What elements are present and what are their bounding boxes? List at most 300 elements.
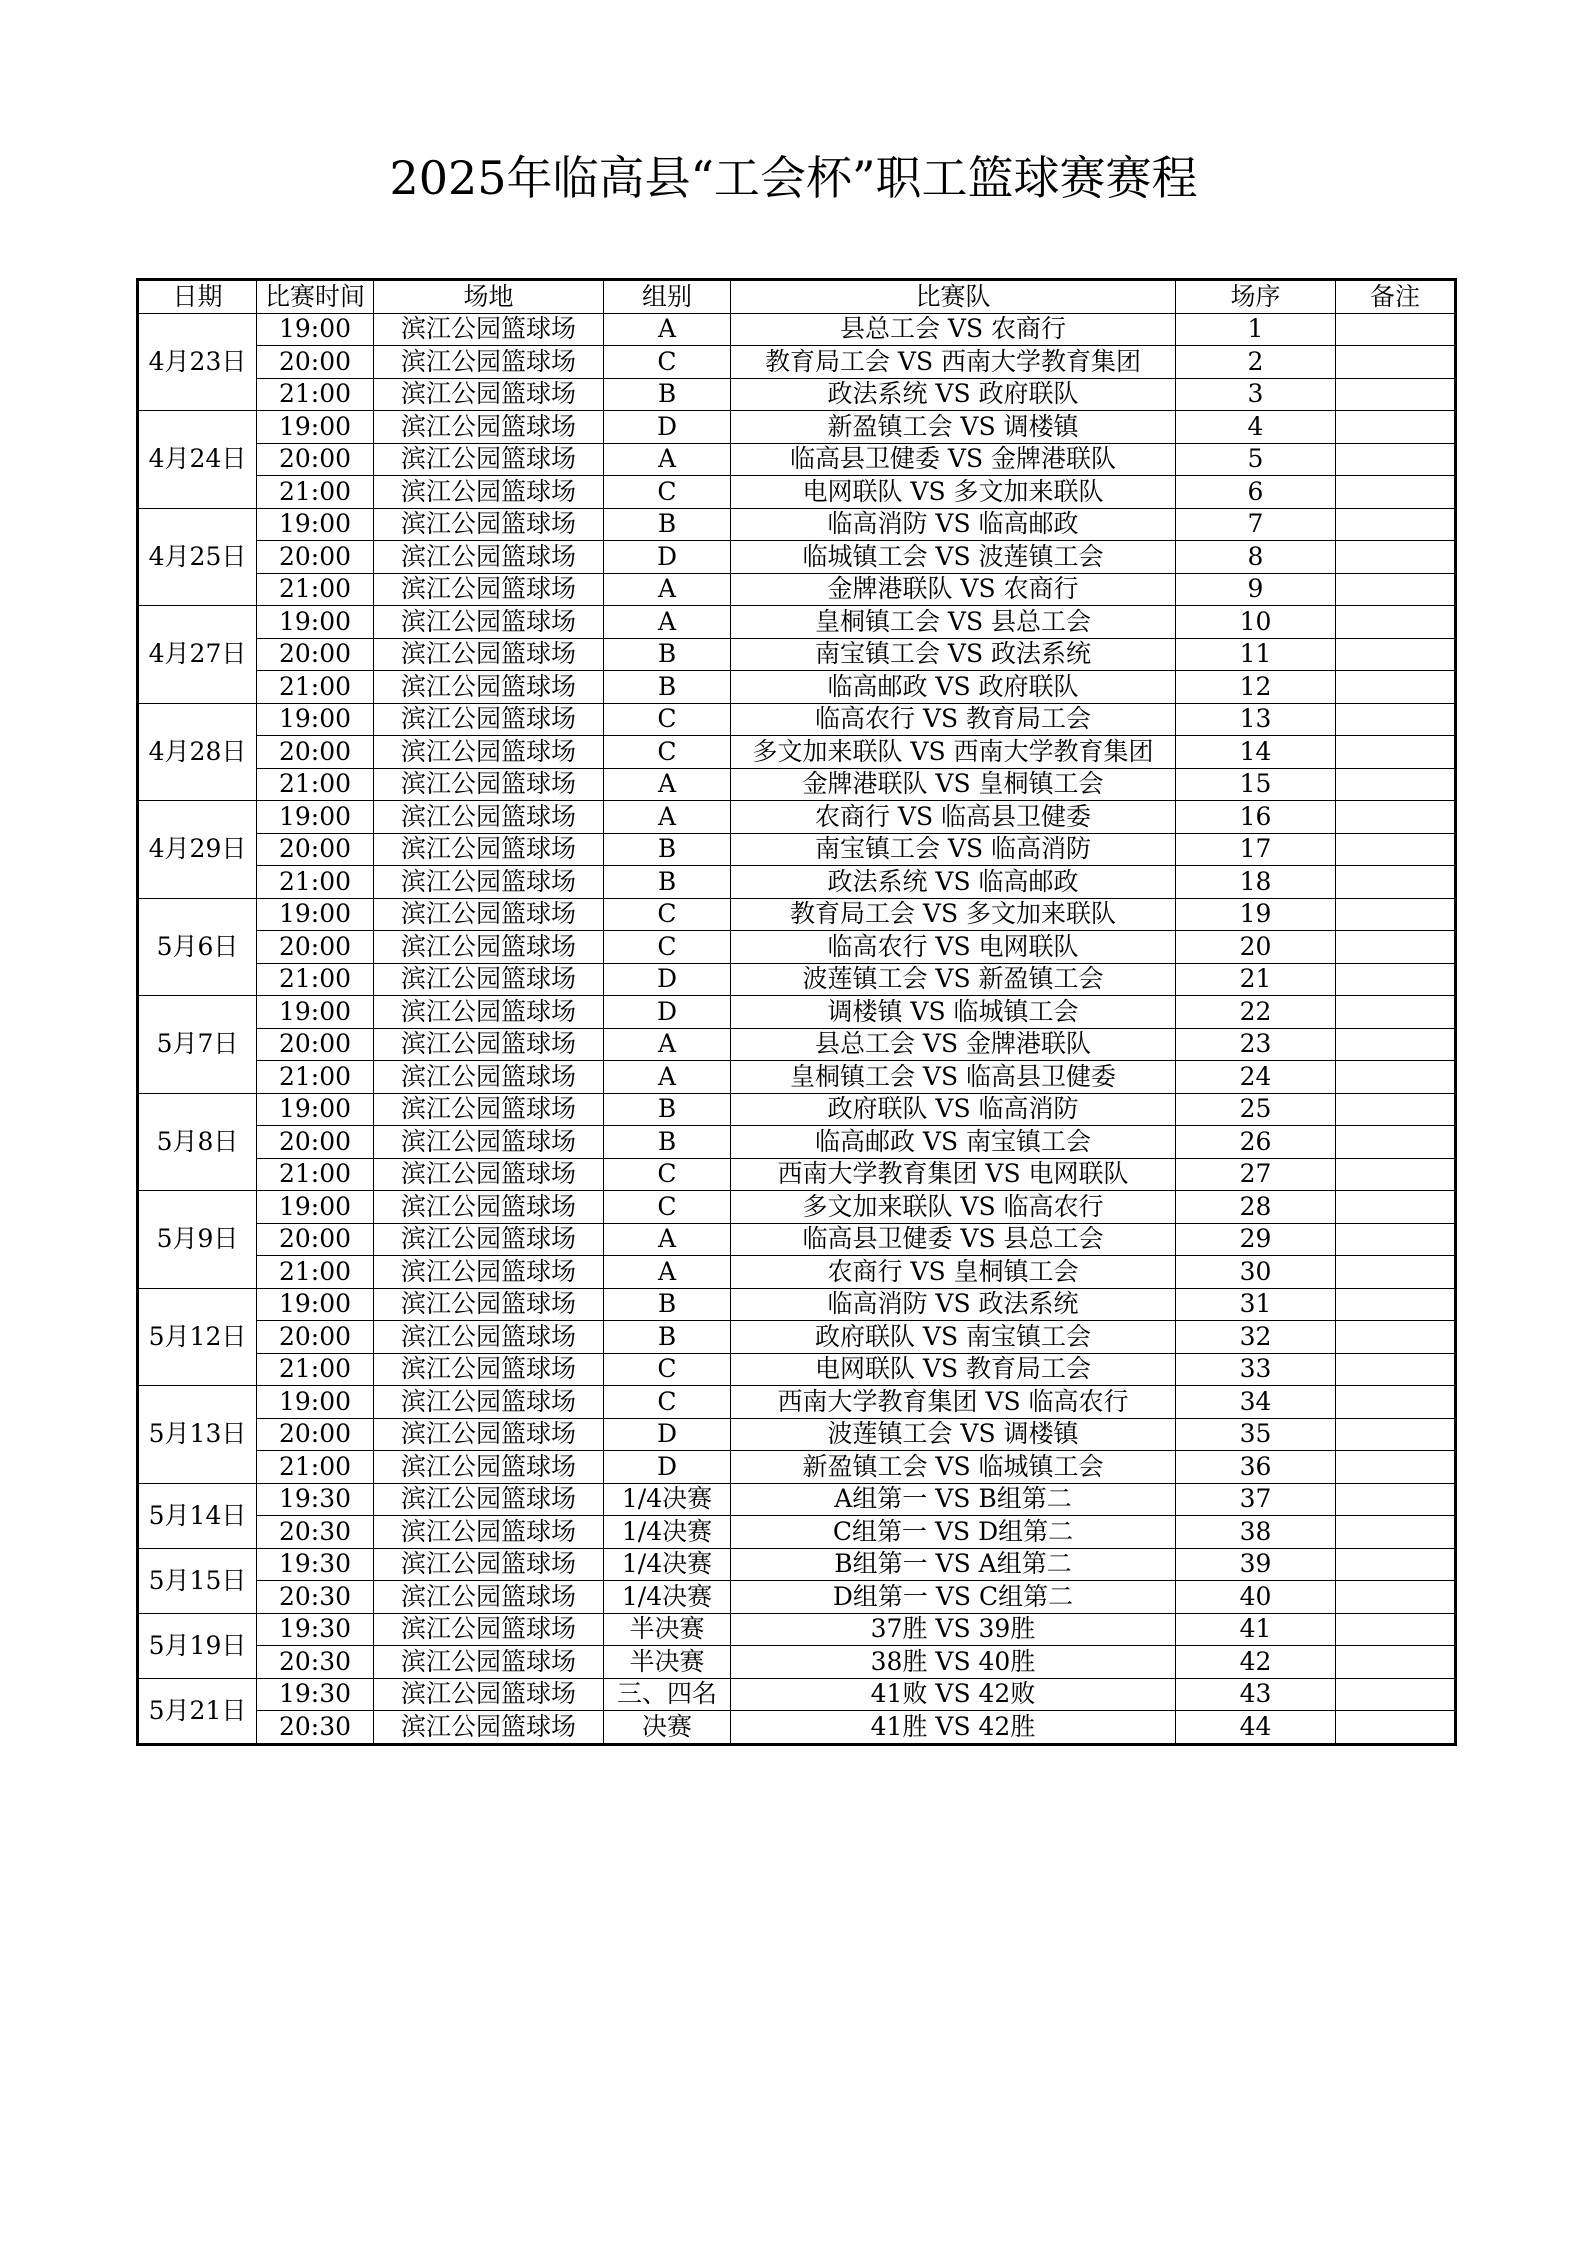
time-cell: 21:00	[257, 1451, 374, 1484]
match-no-cell: 25	[1176, 1093, 1336, 1126]
header-venue: 场地	[374, 280, 604, 314]
table-row	[138, 476, 1456, 509]
venue-cell: 滨江公园篮球场	[374, 1418, 604, 1451]
match-no-cell: 13	[1176, 703, 1336, 736]
match-cell: 农商行 VS 临高县卫健委	[731, 801, 1176, 834]
note-cell	[1336, 1516, 1456, 1549]
time-cell: 20:00	[257, 1126, 374, 1159]
page-title: 2025年临高县“工会杯”职工篮球赛赛程	[389, 151, 1198, 205]
time-cell: 20:00	[257, 346, 374, 379]
match-cell: 政法系统 VS 临高邮政	[731, 866, 1176, 899]
group-cell: C	[604, 931, 731, 964]
match-no-cell: 14	[1176, 736, 1336, 769]
match-cell: 41胜 VS 42胜	[731, 1711, 1176, 1745]
venue-cell: 滨江公园篮球场	[374, 833, 604, 866]
match-no-cell: 19	[1176, 898, 1336, 931]
group-cell: A	[604, 1223, 731, 1256]
match-no-cell: 38	[1176, 1516, 1336, 1549]
group-cell: B	[604, 1321, 731, 1354]
header-notes: 备注	[1336, 280, 1456, 314]
time-cell: 19:30	[257, 1483, 374, 1516]
note-cell	[1336, 1061, 1456, 1094]
group-cell: A	[604, 313, 731, 346]
match-no-cell: 10	[1176, 606, 1336, 639]
venue-cell: 滨江公园篮球场	[374, 1321, 604, 1354]
note-cell	[1336, 963, 1456, 996]
time-cell: 20:00	[257, 1028, 374, 1061]
time-cell: 20:00	[257, 541, 374, 574]
table-row	[138, 346, 1456, 379]
match-no-cell: 11	[1176, 638, 1336, 671]
date-cell: 5月14日	[138, 1483, 257, 1548]
table-row	[138, 768, 1456, 801]
group-cell: C	[604, 1353, 731, 1386]
match-cell: 临高消防 VS 临高邮政	[731, 508, 1176, 541]
table-row	[138, 541, 1456, 574]
venue-cell: 滨江公园篮球场	[374, 1483, 604, 1516]
note-cell	[1336, 1386, 1456, 1419]
match-cell: 37胜 VS 39胜	[731, 1613, 1176, 1646]
note-cell	[1336, 1548, 1456, 1581]
venue-cell: 滨江公园篮球场	[374, 1256, 604, 1289]
match-no-cell: 5	[1176, 443, 1336, 476]
group-cell: A	[604, 1256, 731, 1289]
table-row	[138, 1028, 1456, 1061]
match-cell: 金牌港联队 VS 皇桐镇工会	[731, 768, 1176, 801]
schedule-table	[136, 278, 1457, 1746]
venue-cell: 滨江公园篮球场	[374, 736, 604, 769]
match-no-cell: 4	[1176, 411, 1336, 444]
venue-cell: 滨江公园篮球场	[374, 1126, 604, 1159]
match-cell: 临高农行 VS 电网联队	[731, 931, 1176, 964]
time-cell: 20:00	[257, 1223, 374, 1256]
match-cell: 新盈镇工会 VS 调楼镇	[731, 411, 1176, 444]
note-cell	[1336, 1418, 1456, 1451]
match-no-cell: 26	[1176, 1126, 1336, 1159]
match-cell: 县总工会 VS 农商行	[731, 313, 1176, 346]
venue-cell: 滨江公园篮球场	[374, 1516, 604, 1549]
venue-cell: 滨江公园篮球场	[374, 866, 604, 899]
time-cell: 21:00	[257, 1061, 374, 1094]
group-cell: 决赛	[604, 1711, 731, 1745]
time-cell: 20:30	[257, 1711, 374, 1745]
match-no-cell: 33	[1176, 1353, 1336, 1386]
note-cell	[1336, 1646, 1456, 1679]
match-cell: 南宝镇工会 VS 政法系统	[731, 638, 1176, 671]
header-teams: 比赛队	[731, 280, 1176, 314]
note-cell	[1336, 1613, 1456, 1646]
date-cell: 4月29日	[138, 801, 257, 899]
note-cell	[1336, 866, 1456, 899]
table-row	[138, 801, 1456, 834]
note-cell	[1336, 313, 1456, 346]
match-cell: 皇桐镇工会 VS 县总工会	[731, 606, 1176, 639]
venue-cell: 滨江公园篮球场	[374, 1353, 604, 1386]
date-cell: 5月6日	[138, 898, 257, 996]
match-no-cell: 39	[1176, 1548, 1336, 1581]
time-cell: 19:00	[257, 508, 374, 541]
match-no-cell: 16	[1176, 801, 1336, 834]
table-row	[138, 1483, 1456, 1516]
note-cell	[1336, 573, 1456, 606]
note-cell	[1336, 931, 1456, 964]
match-cell: 教育局工会 VS 西南大学教育集团	[731, 346, 1176, 379]
note-cell	[1336, 1353, 1456, 1386]
note-cell	[1336, 996, 1456, 1029]
group-cell: C	[604, 1386, 731, 1419]
date-cell: 5月7日	[138, 996, 257, 1094]
group-cell: D	[604, 996, 731, 1029]
venue-cell: 滨江公园篮球场	[374, 606, 604, 639]
group-cell: B	[604, 638, 731, 671]
venue-cell: 滨江公园篮球场	[374, 671, 604, 704]
table-row	[138, 606, 1456, 639]
group-cell: 半决赛	[604, 1646, 731, 1679]
note-cell	[1336, 541, 1456, 574]
venue-cell: 滨江公园篮球场	[374, 541, 604, 574]
date-cell: 5月12日	[138, 1288, 257, 1386]
note-cell	[1336, 671, 1456, 704]
match-cell: 新盈镇工会 VS 临城镇工会	[731, 1451, 1176, 1484]
match-cell: 临高邮政 VS 政府联队	[731, 671, 1176, 704]
header-group: 组别	[604, 280, 731, 314]
time-cell: 20:00	[257, 1321, 374, 1354]
venue-cell: 滨江公园篮球场	[374, 378, 604, 411]
match-no-cell: 23	[1176, 1028, 1336, 1061]
table-row	[138, 671, 1456, 704]
time-cell: 19:00	[257, 313, 374, 346]
match-no-cell: 21	[1176, 963, 1336, 996]
table-row	[138, 703, 1456, 736]
header-time: 比赛时间	[257, 280, 374, 314]
match-no-cell: 30	[1176, 1256, 1336, 1289]
table-row	[138, 1646, 1456, 1679]
match-no-cell: 18	[1176, 866, 1336, 899]
venue-cell: 滨江公园篮球场	[374, 1711, 604, 1745]
match-no-cell: 3	[1176, 378, 1336, 411]
group-cell: 1/4决赛	[604, 1483, 731, 1516]
group-cell: C	[604, 898, 731, 931]
match-no-cell: 9	[1176, 573, 1336, 606]
time-cell: 19:00	[257, 1093, 374, 1126]
group-cell: B	[604, 671, 731, 704]
note-cell	[1336, 1223, 1456, 1256]
group-cell: C	[604, 1191, 731, 1224]
match-no-cell: 42	[1176, 1646, 1336, 1679]
venue-cell: 滨江公园篮球场	[374, 898, 604, 931]
note-cell	[1336, 638, 1456, 671]
note-cell	[1336, 801, 1456, 834]
time-cell: 20:00	[257, 833, 374, 866]
schedule-body	[138, 313, 1456, 1744]
match-no-cell: 28	[1176, 1191, 1336, 1224]
venue-cell: 滨江公园篮球场	[374, 703, 604, 736]
match-cell: B组第一 VS A组第二	[731, 1548, 1176, 1581]
table-row	[138, 1353, 1456, 1386]
time-cell: 19:00	[257, 1191, 374, 1224]
table-row	[138, 931, 1456, 964]
group-cell: C	[604, 476, 731, 509]
match-cell: 西南大学教育集团 VS 临高农行	[731, 1386, 1176, 1419]
time-cell: 21:00	[257, 378, 374, 411]
venue-cell: 滨江公园篮球场	[374, 963, 604, 996]
group-cell: 半决赛	[604, 1613, 731, 1646]
time-cell: 19:00	[257, 411, 374, 444]
date-cell: 5月21日	[138, 1678, 257, 1744]
group-cell: B	[604, 378, 731, 411]
note-cell	[1336, 1028, 1456, 1061]
date-cell: 5月9日	[138, 1191, 257, 1289]
match-no-cell: 34	[1176, 1386, 1336, 1419]
group-cell: B	[604, 1126, 731, 1159]
time-cell: 19:00	[257, 801, 374, 834]
date-cell: 4月23日	[138, 313, 257, 411]
table-row	[138, 736, 1456, 769]
group-cell: A	[604, 606, 731, 639]
table-row	[138, 1321, 1456, 1354]
match-no-cell: 2	[1176, 346, 1336, 379]
match-cell: 政府联队 VS 临高消防	[731, 1093, 1176, 1126]
match-cell: 临高农行 VS 教育局工会	[731, 703, 1176, 736]
match-no-cell: 22	[1176, 996, 1336, 1029]
time-cell: 21:00	[257, 963, 374, 996]
match-no-cell: 43	[1176, 1678, 1336, 1711]
table-row	[138, 411, 1456, 444]
venue-cell: 滨江公园篮球场	[374, 573, 604, 606]
table-row	[138, 1678, 1456, 1711]
group-cell: A	[604, 573, 731, 606]
table-row	[138, 963, 1456, 996]
match-cell: 电网联队 VS 多文加来联队	[731, 476, 1176, 509]
note-cell	[1336, 411, 1456, 444]
match-no-cell: 29	[1176, 1223, 1336, 1256]
match-cell: 波莲镇工会 VS 调楼镇	[731, 1418, 1176, 1451]
match-cell: 皇桐镇工会 VS 临高县卫健委	[731, 1061, 1176, 1094]
match-no-cell: 20	[1176, 931, 1336, 964]
date-cell: 4月28日	[138, 703, 257, 801]
note-cell	[1336, 508, 1456, 541]
venue-cell: 滨江公园篮球场	[374, 801, 604, 834]
time-cell: 21:00	[257, 768, 374, 801]
time-cell: 19:00	[257, 1386, 374, 1419]
table-row	[138, 1581, 1456, 1614]
group-cell: A	[604, 1028, 731, 1061]
match-no-cell: 44	[1176, 1711, 1336, 1745]
note-cell	[1336, 606, 1456, 639]
table-row	[138, 1548, 1456, 1581]
time-cell: 21:00	[257, 1158, 374, 1191]
time-cell: 19:00	[257, 703, 374, 736]
match-no-cell: 12	[1176, 671, 1336, 704]
match-cell: 多文加来联队 VS 临高农行	[731, 1191, 1176, 1224]
table-row	[138, 1516, 1456, 1549]
venue-cell: 滨江公园篮球场	[374, 931, 604, 964]
match-cell: 临城镇工会 VS 波莲镇工会	[731, 541, 1176, 574]
venue-cell: 滨江公园篮球场	[374, 346, 604, 379]
group-cell: 1/4决赛	[604, 1548, 731, 1581]
header-date: 日期	[138, 280, 257, 314]
venue-cell: 滨江公园篮球场	[374, 638, 604, 671]
venue-cell: 滨江公园篮球场	[374, 1451, 604, 1484]
note-cell	[1336, 703, 1456, 736]
time-cell: 20:30	[257, 1646, 374, 1679]
group-cell: D	[604, 541, 731, 574]
header-row	[138, 280, 1456, 314]
group-cell: B	[604, 1093, 731, 1126]
venue-cell: 滨江公园篮球场	[374, 1548, 604, 1581]
match-cell: 多文加来联队 VS 西南大学教育集团	[731, 736, 1176, 769]
table-row	[138, 313, 1456, 346]
venue-cell: 滨江公园篮球场	[374, 1678, 604, 1711]
venue-cell: 滨江公园篮球场	[374, 1093, 604, 1126]
table-row	[138, 573, 1456, 606]
time-cell: 20:30	[257, 1581, 374, 1614]
header-match-no: 场序	[1176, 280, 1336, 314]
note-cell	[1336, 1581, 1456, 1614]
match-no-cell: 40	[1176, 1581, 1336, 1614]
match-no-cell: 36	[1176, 1451, 1336, 1484]
note-cell	[1336, 736, 1456, 769]
venue-cell: 滨江公园篮球场	[374, 1581, 604, 1614]
match-no-cell: 31	[1176, 1288, 1336, 1321]
time-cell: 19:00	[257, 606, 374, 639]
group-cell: C	[604, 736, 731, 769]
time-cell: 21:00	[257, 866, 374, 899]
group-cell: C	[604, 703, 731, 736]
group-cell: D	[604, 1451, 731, 1484]
time-cell: 20:00	[257, 638, 374, 671]
note-cell	[1336, 443, 1456, 476]
match-cell: 政法系统 VS 政府联队	[731, 378, 1176, 411]
table-row	[138, 898, 1456, 931]
time-cell: 21:00	[257, 671, 374, 704]
venue-cell: 滨江公园篮球场	[374, 1223, 604, 1256]
note-cell	[1336, 1126, 1456, 1159]
venue-cell: 滨江公园篮球场	[374, 768, 604, 801]
group-cell: B	[604, 508, 731, 541]
venue-cell: 滨江公园篮球场	[374, 1158, 604, 1191]
match-no-cell: 15	[1176, 768, 1336, 801]
match-cell: 调楼镇 VS 临城镇工会	[731, 996, 1176, 1029]
table-row	[138, 833, 1456, 866]
venue-cell: 滨江公园篮球场	[374, 443, 604, 476]
table-row	[138, 1451, 1456, 1484]
group-cell: D	[604, 411, 731, 444]
group-cell: B	[604, 833, 731, 866]
match-cell: C组第一 VS D组第二	[731, 1516, 1176, 1549]
venue-cell: 滨江公园篮球场	[374, 1646, 604, 1679]
match-no-cell: 35	[1176, 1418, 1336, 1451]
time-cell: 20:30	[257, 1516, 374, 1549]
venue-cell: 滨江公园篮球场	[374, 476, 604, 509]
match-cell: 临高县卫健委 VS 金牌港联队	[731, 443, 1176, 476]
table-row	[138, 1093, 1456, 1126]
group-cell: D	[604, 963, 731, 996]
group-cell: A	[604, 768, 731, 801]
note-cell	[1336, 1093, 1456, 1126]
time-cell: 20:00	[257, 931, 374, 964]
match-no-cell: 41	[1176, 1613, 1336, 1646]
match-cell: D组第一 VS C组第二	[731, 1581, 1176, 1614]
time-cell: 19:00	[257, 1288, 374, 1321]
table-row	[138, 866, 1456, 899]
note-cell	[1336, 1711, 1456, 1745]
venue-cell: 滨江公园篮球场	[374, 996, 604, 1029]
note-cell	[1336, 833, 1456, 866]
venue-cell: 滨江公园篮球场	[374, 313, 604, 346]
table-row	[138, 638, 1456, 671]
match-cell: 临高县卫健委 VS 县总工会	[731, 1223, 1176, 1256]
table-row	[138, 1711, 1456, 1745]
time-cell: 21:00	[257, 1353, 374, 1386]
note-cell	[1336, 1321, 1456, 1354]
group-cell: 1/4决赛	[604, 1581, 731, 1614]
date-cell: 5月8日	[138, 1093, 257, 1191]
venue-cell: 滨江公园篮球场	[374, 1288, 604, 1321]
table-row	[138, 1288, 1456, 1321]
note-cell	[1336, 1158, 1456, 1191]
match-no-cell: 7	[1176, 508, 1336, 541]
group-cell: A	[604, 801, 731, 834]
table-row	[138, 996, 1456, 1029]
match-no-cell: 37	[1176, 1483, 1336, 1516]
note-cell	[1336, 898, 1456, 931]
match-cell: 西南大学教育集团 VS 电网联队	[731, 1158, 1176, 1191]
note-cell	[1336, 378, 1456, 411]
time-cell: 19:00	[257, 898, 374, 931]
match-no-cell: 1	[1176, 313, 1336, 346]
time-cell: 21:00	[257, 476, 374, 509]
date-cell: 5月19日	[138, 1613, 257, 1678]
time-cell: 21:00	[257, 1256, 374, 1289]
match-cell: 临高消防 VS 政法系统	[731, 1288, 1176, 1321]
venue-cell: 滨江公园篮球场	[374, 508, 604, 541]
time-cell: 19:00	[257, 996, 374, 1029]
match-no-cell: 8	[1176, 541, 1336, 574]
match-cell: A组第一 VS B组第二	[731, 1483, 1176, 1516]
table-row	[138, 1223, 1456, 1256]
date-cell: 4月24日	[138, 411, 257, 509]
date-cell: 4月27日	[138, 606, 257, 704]
match-no-cell: 24	[1176, 1061, 1336, 1094]
group-cell: 1/4决赛	[604, 1516, 731, 1549]
group-cell: 三、四名	[604, 1678, 731, 1711]
venue-cell: 滨江公园篮球场	[374, 1191, 604, 1224]
venue-cell: 滨江公园篮球场	[374, 1613, 604, 1646]
venue-cell: 滨江公园篮球场	[374, 1386, 604, 1419]
match-no-cell: 27	[1176, 1158, 1336, 1191]
table-row	[138, 1158, 1456, 1191]
note-cell	[1336, 1451, 1456, 1484]
group-cell: A	[604, 1061, 731, 1094]
match-no-cell: 17	[1176, 833, 1336, 866]
table-row	[138, 1256, 1456, 1289]
match-cell: 41败 VS 42败	[731, 1678, 1176, 1711]
note-cell	[1336, 1483, 1456, 1516]
match-cell: 县总工会 VS 金牌港联队	[731, 1028, 1176, 1061]
match-cell: 电网联队 VS 教育局工会	[731, 1353, 1176, 1386]
match-cell: 波莲镇工会 VS 新盈镇工会	[731, 963, 1176, 996]
note-cell	[1336, 768, 1456, 801]
note-cell	[1336, 1191, 1456, 1224]
venue-cell: 滨江公园篮球场	[374, 1028, 604, 1061]
match-cell: 38胜 VS 40胜	[731, 1646, 1176, 1679]
time-cell: 20:00	[257, 1418, 374, 1451]
match-no-cell: 6	[1176, 476, 1336, 509]
note-cell	[1336, 476, 1456, 509]
match-cell: 农商行 VS 皇桐镇工会	[731, 1256, 1176, 1289]
table-row	[138, 1126, 1456, 1159]
